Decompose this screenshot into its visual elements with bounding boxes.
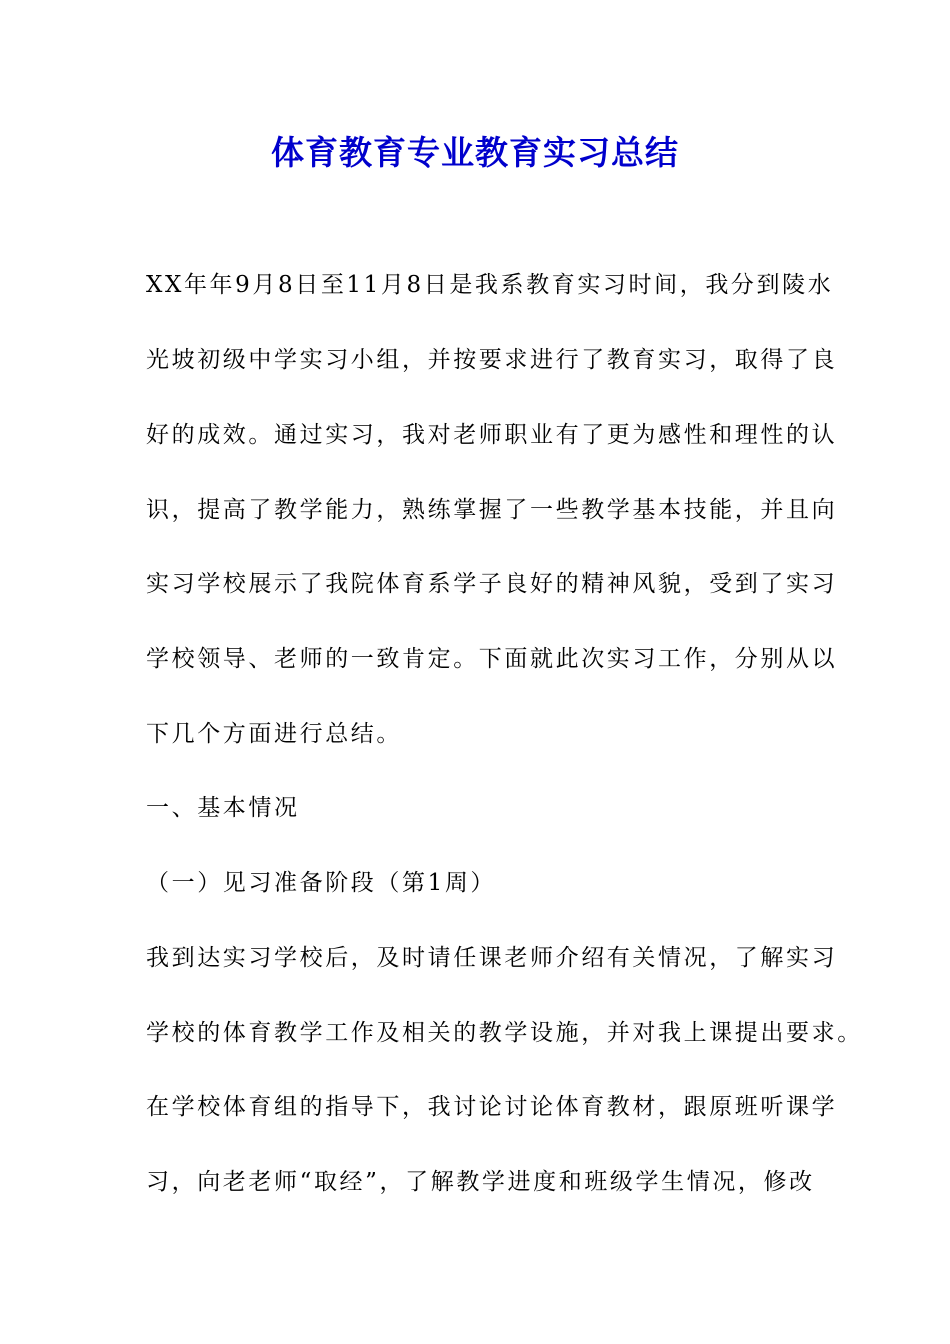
- paragraph-line: XX年年9月8日至11月8日是我系教育实习时间，我分到陵水: [146, 272, 834, 298]
- paragraph-line: 光坡初级中学实习小组，并按要求进行了教育实习，取得了良: [146, 347, 838, 373]
- paragraph-line: 习，向老老师“取经”，了解教学进度和班级学生情况，修改: [146, 1169, 815, 1195]
- paragraph-line: 学校的体育教学工作及相关的教学设施，并对我上课提出要求。: [146, 1020, 863, 1046]
- paragraph-line: 好的成效。通过实习，我对老师职业有了更为感性和理性的认: [146, 422, 838, 448]
- paragraph-line: 学校领导、老师的一致肯定。下面就此次实习工作，分别从以: [146, 646, 838, 672]
- document-title: 体育教育专业教育实习总结: [271, 133, 679, 172]
- section-heading: 一、基本情况: [146, 795, 300, 821]
- paragraph-line: 识，提高了教学能力，熟练掌握了一些教学基本技能，并且向: [146, 497, 838, 523]
- paragraph-line: 实习学校展示了我院体育系学子良好的精神风貌，受到了实习: [146, 571, 838, 597]
- paragraph-line: 我到达实习学校后，及时请任课老师介绍有关情况，了解实习: [146, 945, 838, 971]
- subsection-heading: （一）见习准备阶段（第1周）: [146, 870, 497, 896]
- paragraph-line: 在学校体育组的指导下，我讨论讨论体育教材，跟原班听课学: [146, 1094, 838, 1120]
- paragraph-line: 下几个方面进行总结。: [146, 721, 402, 747]
